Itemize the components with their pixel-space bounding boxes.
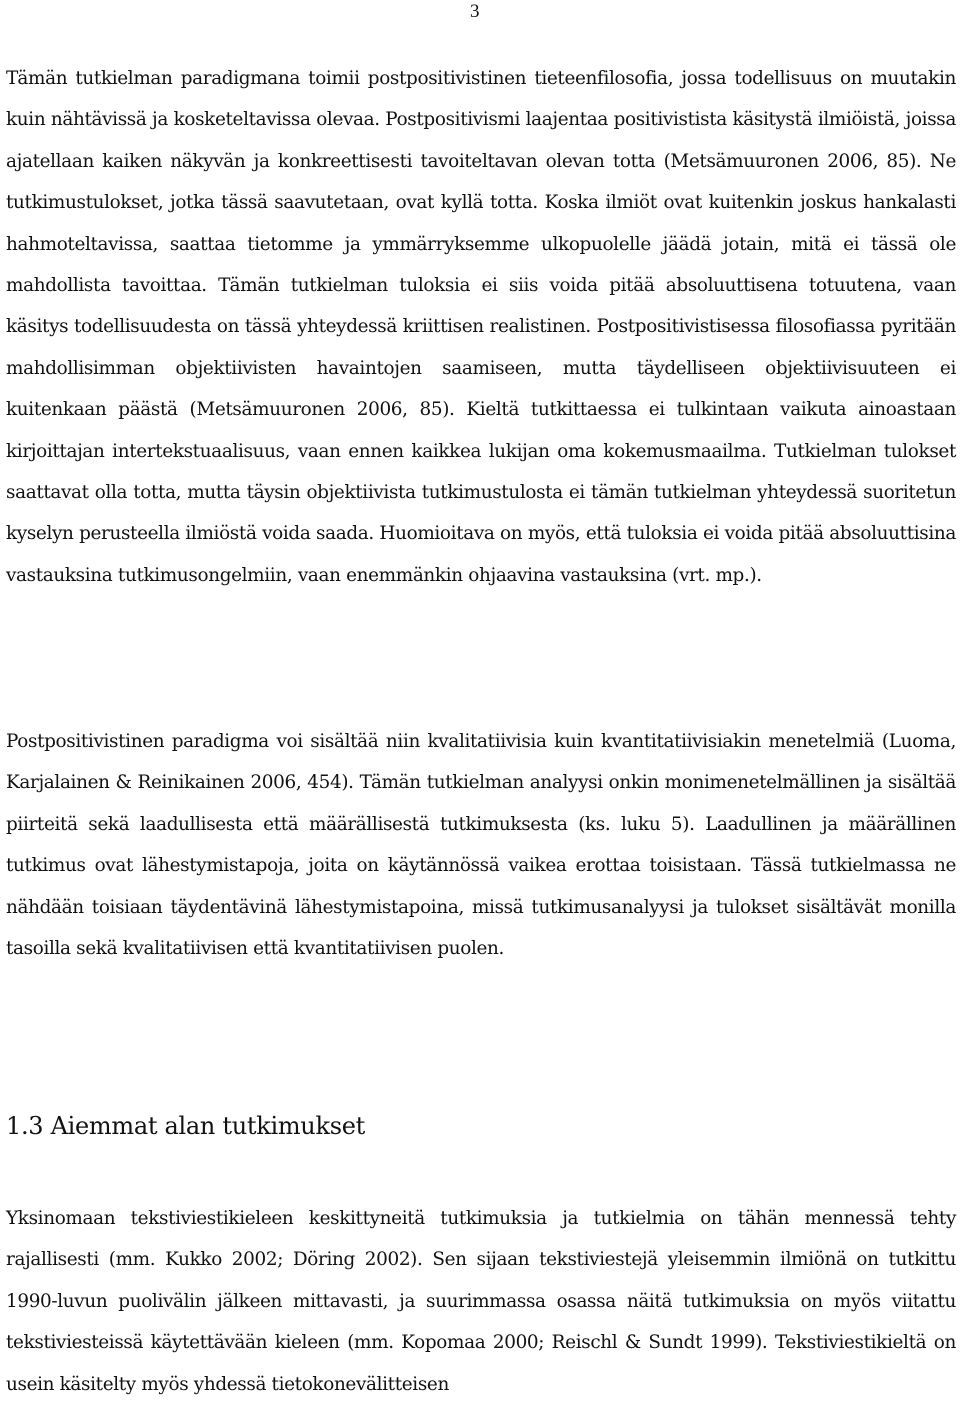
body-paragraph: Postpositivistinen paradigma voi sisältää niin kvalitatiivisia kuin kvantitatiivisiakin menetelmiä (Luoma, Karjalainen & Reinikainen 2006, 454). Tämän tutkielman analyysi onkin monimenetelmällinen ja sisältää piirteitä sekä laadullisesta että määrällisestä tutkimuksesta (ks. luku 5). Laadullinen ja määrällinen tutkimus ovat lähestymistapoja, joita on käytännössä vaikea erottaa toisistaan. Tässä tutkielmassa ne nähdään toisiaan täydentävinä lähestymistapoina, missä tutkimusanalyysi ja tulokset sisältävät monilla tasoilla sekä kvalitatiivisen että kvantitatiivisen puolen. bbox=[6, 731, 956, 960]
page-number: 3 bbox=[470, 1, 480, 22]
body-paragraph: Yksinomaan tekstiviestikieleen keskittyneitä tutkimuksia ja tutkielmia on tähän mennessä tehty rajallisesti (mm. Kukko 2002; Döring 2002). Sen sijaan tekstiviestejä yleisemmin ilmiönä on tutkittu 1990-luvun puolivälin jälkeen mittavasti, ja suurimmassa osassa näitä tutkimuksia on myös viitattu tekstiviesteissä käytettävään kieleen (mm. Kopomaa 2000; Reischl & Sundt 1999). Tekstiviestikieltä on usein käsitelty myös yhdessä tietokonevälitteisen bbox=[6, 1208, 956, 1395]
section-heading: 1.3 Aiemmat alan tutkimukset bbox=[6, 1112, 365, 1140]
body-paragraph: Tämän tutkielman paradigmana toimii postpositivistinen tieteenfilosofia, jossa todellisuus on muutakin kuin nähtävissä ja kosketeltavissa olevaa. Postpositivismi laajentaa positivistista käsitystä ilmiöistä, joissa ajatellaan kaiken näkyvän ja konkreettisesti tavoiteltavan olevan totta (Metsämuuronen 2006, 85). Ne tutkimustulokset, jotka tässä saavutetaan, ovat kyllä totta. Koska ilmiöt ovat kuitenkin joskus hankalasti hahmoteltavissa, saattaa tietomme ja ymmärryksemme ulkopuolelle jäädä jotain, mitä ei tässä ole mahdollista tavoittaa. Tämän tutkielman tuloksia ei siis voida pitää absoluuttisena totuutena, vaan käsitys todellisuudesta on tässä yhteydessä kriittisen realistinen. Postpositivistisessa filosofiassa pyritään mahdollisimman objektiivisten havaintojen saamiseen, mutta täydelliseen objektiivisuuteen ei kuitenkaan päästä (Metsämuuronen 2006, 85). Kieltä tutkittaessa ei tulkintaan vaikuta ainoastaan kirjoittajan intertekstuaalisuus, vaan ennen kaikkea lukijan oma kokemusmaailma. Tutkielman tulokset saattavat olla totta, mutta täysin objektiivista tutkimustulosta ei tämän tutkielman yhteydessä suoritetun kyselyn perusteella ilmiöstä voida saada. Huomioitava on myös, että tuloksia ei voida pitää absoluuttisina vastauksina tutkimusongelmiin, vaan enemmänkin ohjaavina vastauksina (vrt. mp.). bbox=[6, 68, 956, 586]
